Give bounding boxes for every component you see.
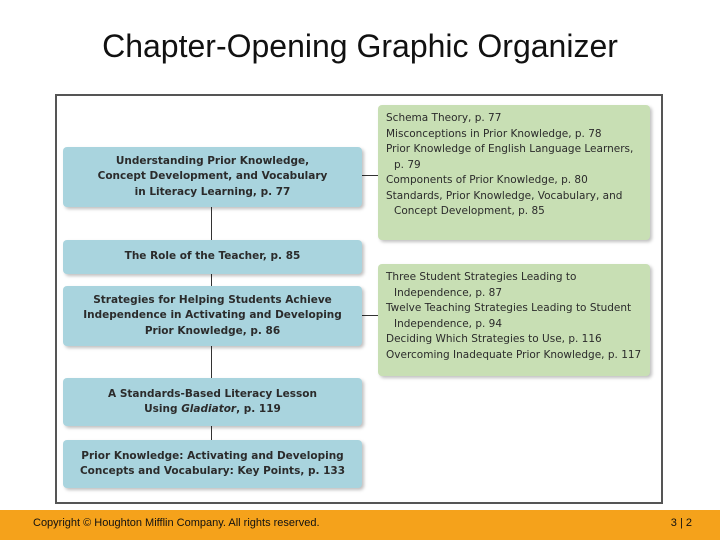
main-box-4 [63, 378, 362, 426]
connector-to-detail-1 [362, 175, 378, 176]
detail-2-item: Deciding Which Strategies to Use, p. 116 [386, 333, 602, 345]
detail-2-item: Twelve Teaching Strategies Leading to Student Independence, p. 94 [386, 302, 632, 330]
main-box-1-line-1: Understanding Prior Knowledge, [115, 154, 310, 167]
detail-1-item: Schema Theory, p. 77 [386, 112, 502, 124]
main-box-3-line-3: Prior Knowledge, p. 86 [144, 324, 281, 337]
slide-title: Chapter-Opening Graphic Organizer [102, 28, 618, 64]
main-box-4-line-2: Using Gladiator, p. 119 [144, 403, 281, 415]
main-box-1 [63, 147, 362, 207]
copyright-notice: Copyright © Houghton Mifflin Company. All rights reserved. [33, 517, 320, 529]
graphic-organizer [55, 94, 663, 504]
main-box-5-line-1: Prior Knowledge: Activating and Developing [81, 449, 344, 462]
main-box-4-line-1: A Standards-Based Literacy Lesson [108, 387, 317, 400]
main-box-5 [63, 440, 362, 488]
main-box-1-line-3: in Literacy Learning, p. 77 [134, 185, 291, 198]
detail-1-item: Standards, Prior Knowledge, Vocabulary, and Concept Development, p. 85 [386, 189, 623, 217]
page-number: 3 | 2 [670, 517, 692, 529]
detail-box-2 [378, 264, 650, 376]
main-box-1-line-2: Concept Development, and Vocabulary [97, 170, 328, 183]
main-box-2 [63, 240, 362, 274]
detail-2-item: Overcoming Inadequate Prior Knowledge, p. 117 [386, 348, 642, 361]
detail-1-item: Prior Knowledge of English Language Learners, p. 79 [386, 143, 634, 171]
detail-1-item: Components of Prior Knowledge, p. 80 [386, 174, 588, 186]
main-box-3-line-2: Independence in Activating and Developing [83, 309, 342, 322]
gladiator-title: Gladiator [181, 403, 237, 415]
main-box-3-line-1: Strategies for Helping Students Achieve [93, 293, 332, 306]
detail-1-item: Misconceptions in Prior Knowledge, p. 78 [386, 127, 602, 140]
detail-box-1 [378, 105, 650, 240]
main-box-5-line-2: Concepts and Vocabulary: Key Points, p. 133 [79, 465, 346, 477]
main-box-2-label: The Role of the Teacher, p. 85 [124, 250, 301, 263]
main-box-3 [63, 286, 362, 346]
connector-to-detail-2 [362, 315, 378, 316]
detail-2-item: Three Student Strategies Leading to Independence, p. 87 [386, 271, 577, 299]
